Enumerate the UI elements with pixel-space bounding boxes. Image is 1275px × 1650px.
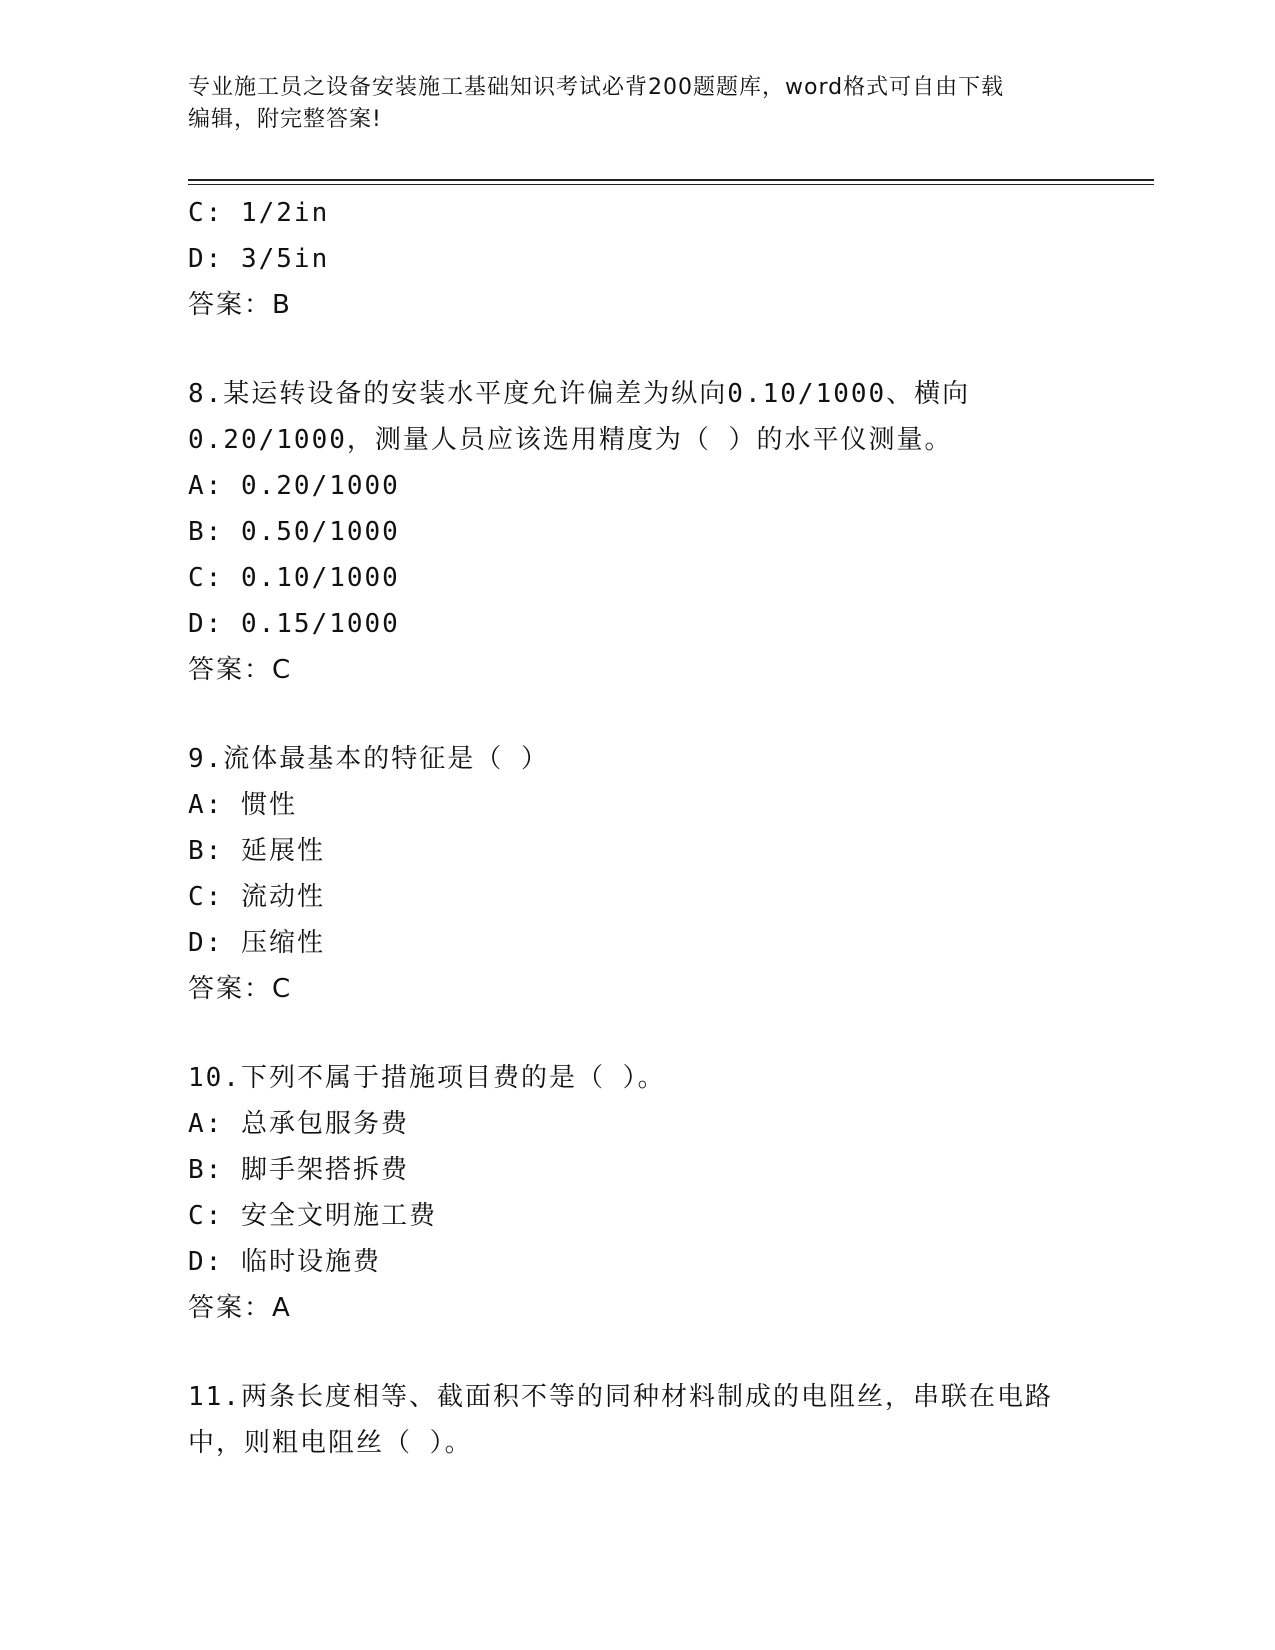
answer: 答案：A [188, 1293, 292, 1323]
header-line-1: 专业施工员之设备安装施工基础知识考试必背200题题库，word格式可自由下载 [188, 75, 1005, 100]
option-a: A: 总承包服务费 [188, 1109, 409, 1139]
option-b: B: 0.50/1000 [188, 517, 400, 547]
document-body [188, 190, 1088, 1466]
question-stem: 0.20/1000，测量人员应该选用精度为（ ）的水平仪测量。 [188, 425, 953, 455]
option-a: A: 惯性 [188, 790, 297, 820]
header-divider-thick [188, 179, 1154, 181]
option-d: D: 0.15/1000 [188, 609, 400, 639]
answer: 答案：C [188, 974, 293, 1004]
option-b: B: 脚手架搭拆费 [188, 1155, 409, 1185]
answer: 答案：C [188, 655, 293, 685]
question-stem: 11.两条长度相等、截面积不等的同种材料制成的电阻丝，串联在电路 [188, 1382, 1053, 1412]
question-7 [188, 190, 1088, 328]
option-c: C: 流动性 [188, 882, 325, 912]
question-8 [188, 371, 1088, 693]
question-11 [188, 1374, 1088, 1466]
answer: 答案：B [188, 290, 292, 320]
question-9 [188, 736, 1088, 1012]
header-divider-thin [188, 184, 1154, 185]
header-line-2: 编辑，附完整答案! [188, 107, 382, 132]
option-c: C: 1/2in [188, 198, 330, 228]
option-a: A: 0.20/1000 [188, 471, 400, 501]
option-d: D: 临时设施费 [188, 1247, 381, 1277]
option-d: D: 压缩性 [188, 928, 325, 958]
option-b: B: 延展性 [188, 836, 325, 866]
question-stem: 10.下列不属于措施项目费的是（ ）。 [188, 1063, 666, 1093]
question-stem: 8.某运转设备的安装水平度允许偏差为纵向0.10/1000、横向 [188, 379, 971, 409]
option-c: C: 安全文明施工费 [188, 1201, 437, 1231]
option-d: D: 3/5in [188, 244, 330, 274]
question-10 [188, 1055, 1088, 1331]
question-stem: 9.流体最基本的特征是（ ） [188, 744, 549, 774]
option-c: C: 0.10/1000 [188, 563, 400, 593]
document-header [188, 72, 1068, 136]
question-stem: 中，则粗电阻丝（ ）。 [188, 1428, 473, 1458]
